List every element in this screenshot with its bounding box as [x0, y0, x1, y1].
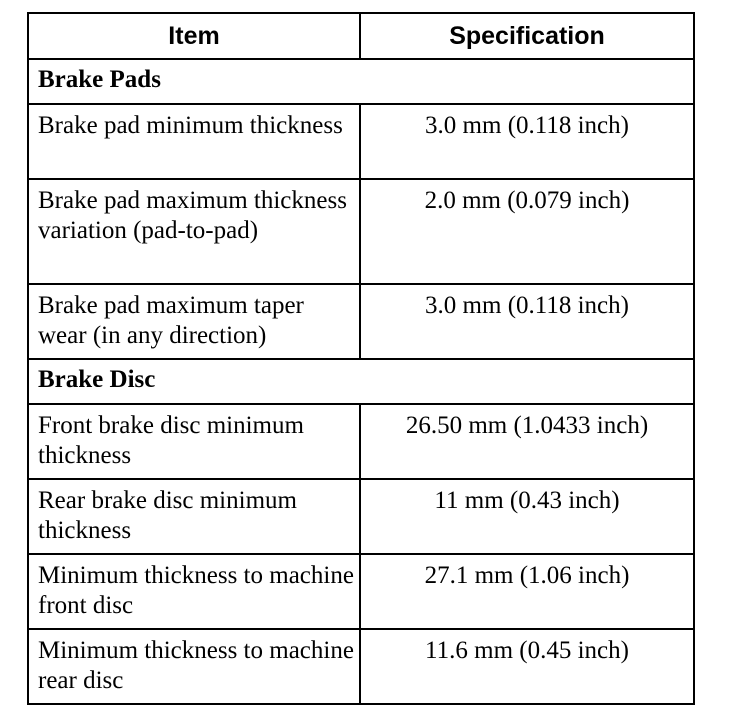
- section-row-brake-disc: [28, 359, 694, 404]
- header-row: [28, 13, 694, 59]
- item-cell: Brake pad minimum thickness: [28, 104, 360, 179]
- spec-cell: 26.50 mm (1.0433 inch): [360, 404, 694, 479]
- item-cell: Minimum thickness to machine rear disc: [28, 629, 360, 704]
- spec-cell: 27.1 mm (1.06 inch): [360, 554, 694, 629]
- item-cell: Minimum thickness to machine front disc: [28, 554, 360, 629]
- specification-table: [27, 12, 695, 705]
- item-cell: Rear brake disc minimum thickness: [28, 479, 360, 554]
- table-row: [28, 404, 694, 479]
- table-row: [28, 104, 694, 179]
- section-title: Brake Disc: [28, 359, 694, 404]
- header-item: Item: [28, 13, 360, 59]
- table-row: [28, 479, 694, 554]
- item-cell: Brake pad maximum thickness variation (pad-to-pad): [28, 179, 360, 284]
- spec-cell: 11 mm (0.43 inch): [360, 479, 694, 554]
- table-row: [28, 284, 694, 359]
- spec-cell: 2.0 mm (0.079 inch): [360, 179, 694, 284]
- table-row: [28, 179, 694, 284]
- item-cell: Brake pad maximum taper wear (in any direction): [28, 284, 360, 359]
- section-title: Brake Pads: [28, 59, 694, 104]
- spec-cell: 11.6 mm (0.45 inch): [360, 629, 694, 704]
- table-row: [28, 629, 694, 704]
- spec-cell: 3.0 mm (0.118 inch): [360, 104, 694, 179]
- item-cell: Front brake disc minimum thickness: [28, 404, 360, 479]
- spec-cell: 3.0 mm (0.118 inch): [360, 284, 694, 359]
- header-specification: Specification: [360, 13, 694, 59]
- table-row: [28, 554, 694, 629]
- section-row-brake-pads: [28, 59, 694, 104]
